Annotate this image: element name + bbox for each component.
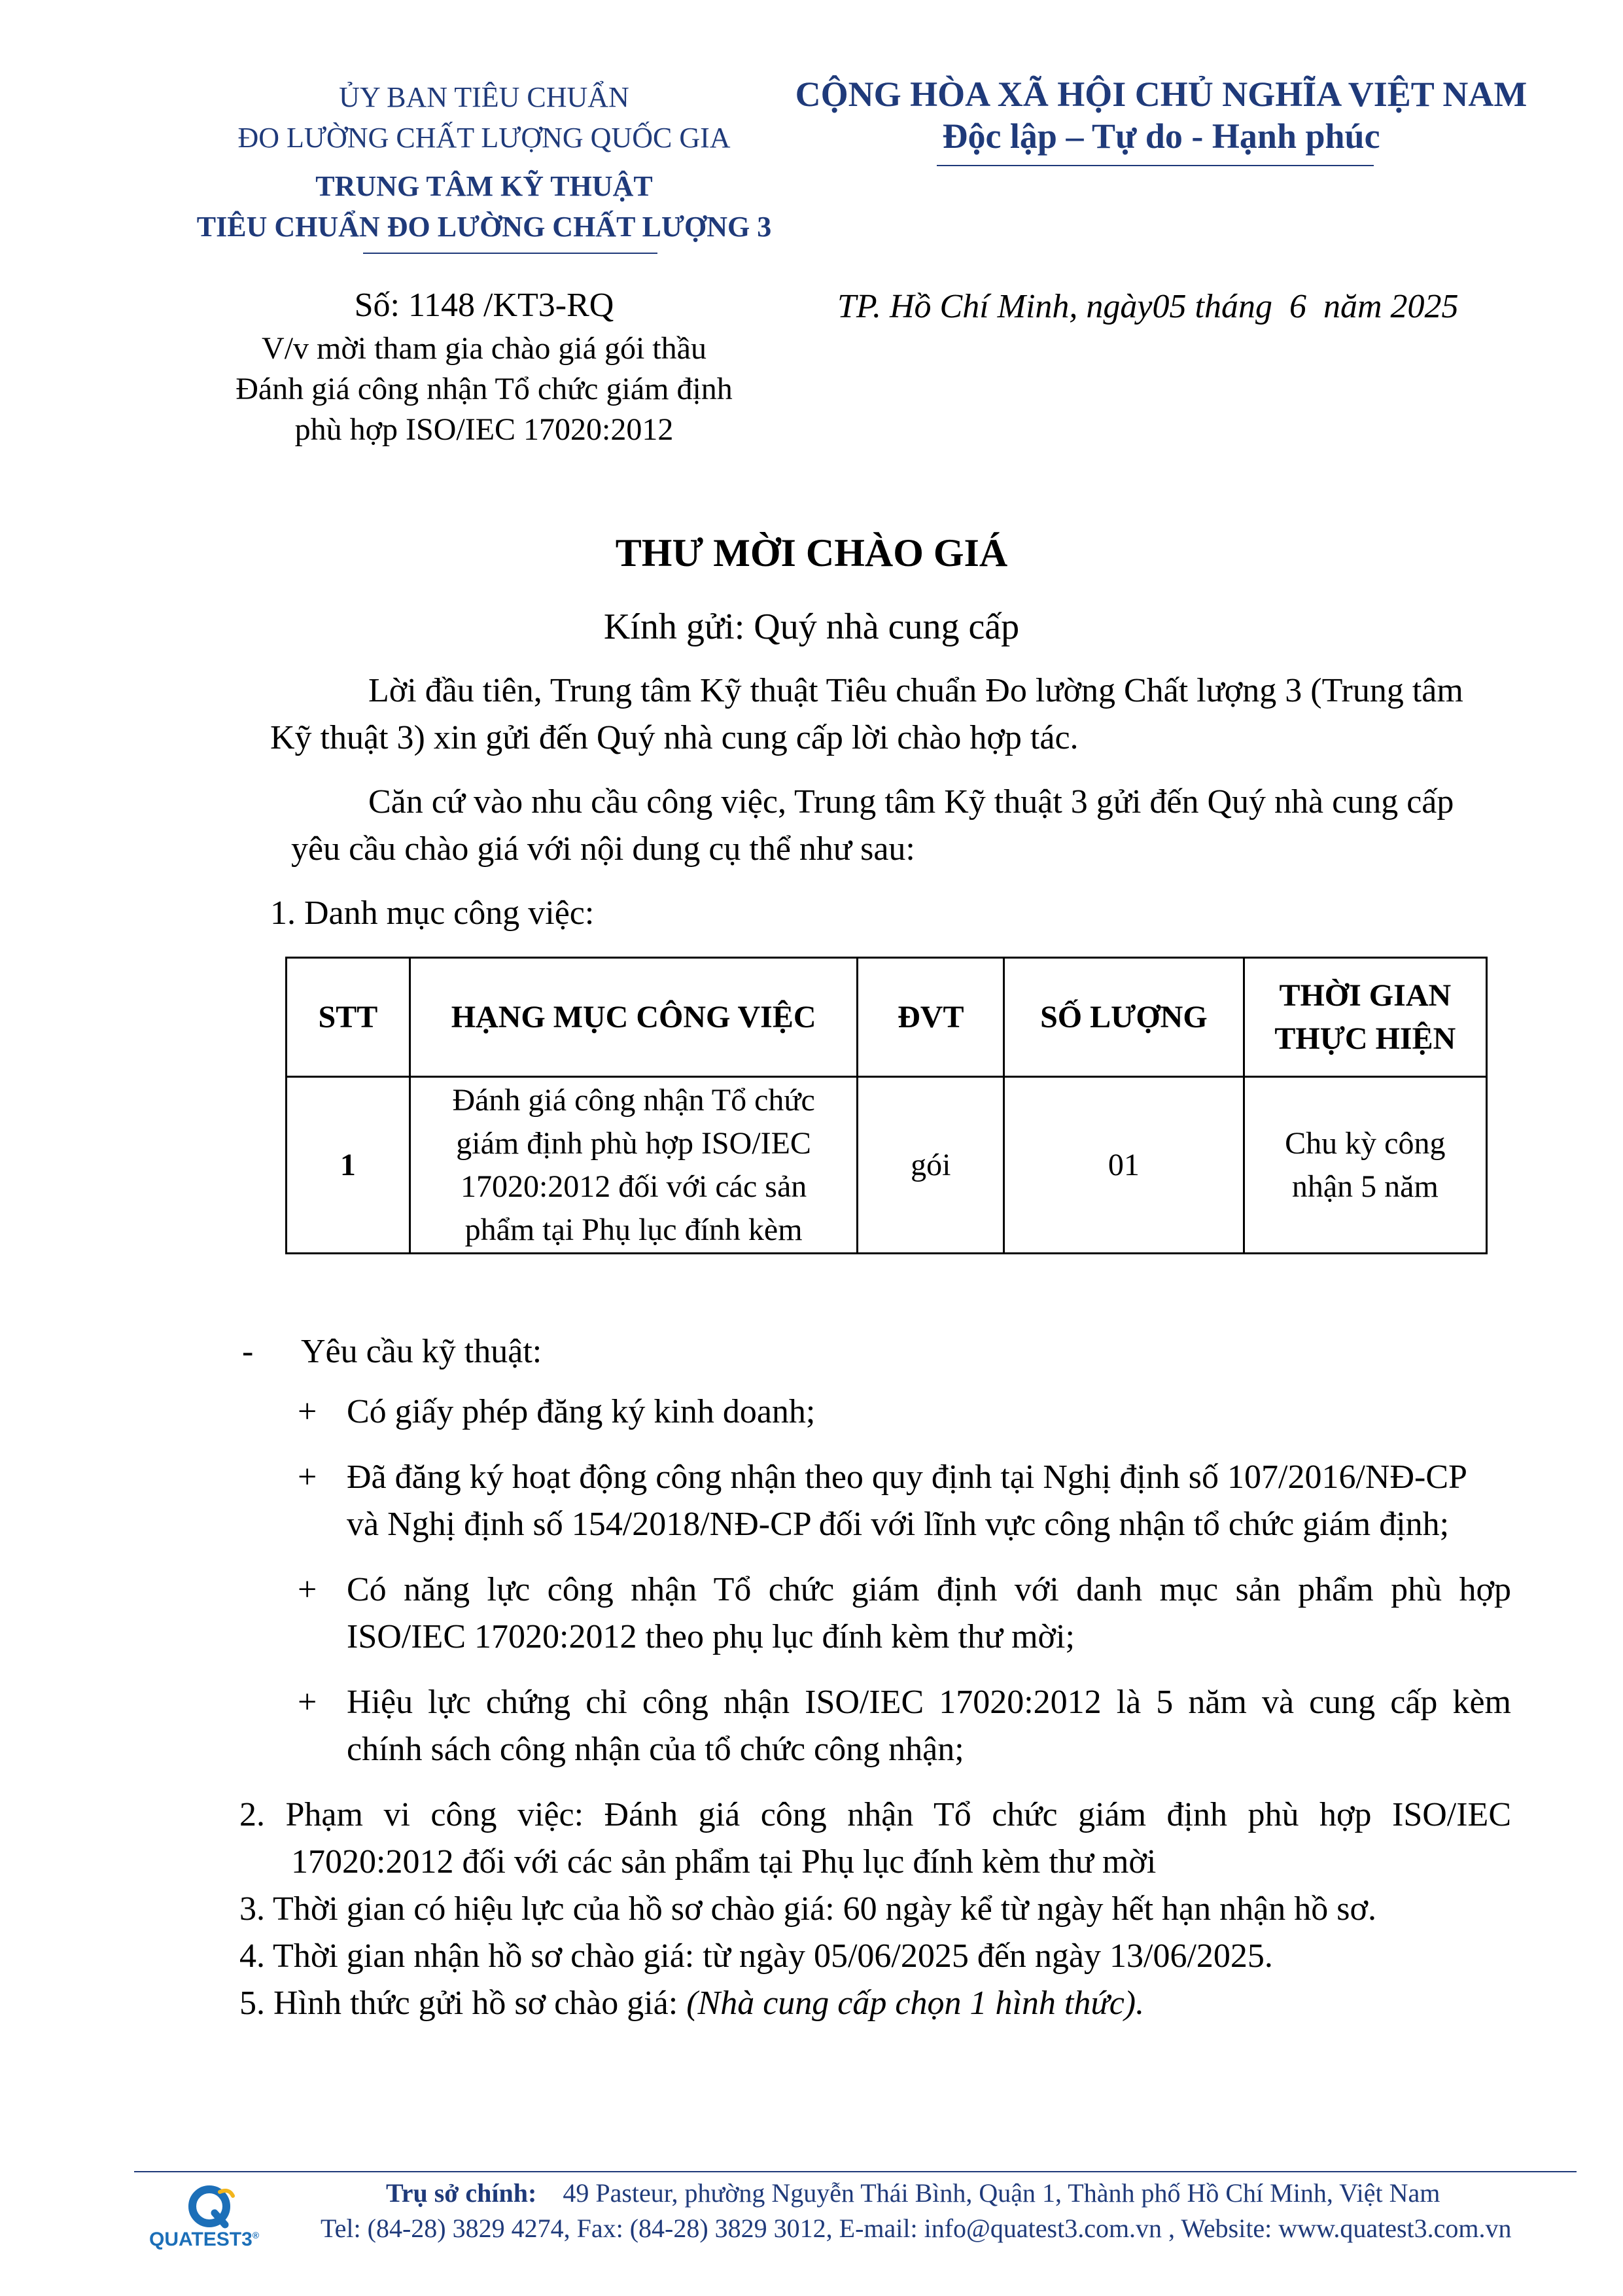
quatest-logo-wordmark bbox=[149, 2229, 273, 2251]
paragraph-2-line2: yêu cầu chào giá với nội dung cụ thể như sau: bbox=[291, 830, 915, 868]
quatest-logo bbox=[149, 2184, 267, 2256]
req-4-line1: Hiệu lực chứng chỉ công nhận ISO/IEC 17020:2012 là 5 năm và cung cấp kèm bbox=[347, 1684, 1511, 1721]
date-day: 05 bbox=[1152, 288, 1187, 325]
section-2-line2: 17020:2012 đối với các sản phẩm tại Phụ lục đính kèm thư mời bbox=[291, 1843, 1157, 1881]
header-left-underline bbox=[363, 253, 657, 254]
salutation: Kính gửi: Quý nhà cung cấp bbox=[603, 607, 1020, 647]
work-table bbox=[285, 957, 1488, 1254]
subject-line1: V/v mời tham gia chào giá gói thầu bbox=[262, 331, 707, 366]
cell-item-line4: phẩm tại Phụ lục đính kèm bbox=[464, 1212, 803, 1247]
requirements-heading: Yêu cầu kỹ thuật: bbox=[301, 1333, 542, 1370]
header-qty: SỐ LƯỢNG bbox=[1004, 958, 1244, 1077]
cell-item-line1: Đánh giá công nhận Tổ chức bbox=[452, 1082, 815, 1118]
section-5 bbox=[239, 1980, 1515, 2027]
section-2-line1: 2. Phạm vi công việc: Đánh giá công nhận Tổ chức giám định phù hợp ISO/IEC bbox=[239, 1796, 1511, 1833]
section-1-heading: 1. Danh mục công việc: bbox=[270, 894, 595, 932]
reference-block bbox=[164, 283, 805, 450]
quatest-logo-icon bbox=[183, 2184, 236, 2230]
cell-time-line1: Chu kỳ công bbox=[1285, 1125, 1446, 1161]
req-1-bullet: + bbox=[298, 1393, 317, 1430]
cell-time-line2: nhận 5 năm bbox=[1291, 1169, 1439, 1204]
cell-qty: 01 bbox=[1004, 1077, 1244, 1254]
date-month: 6 bbox=[1289, 288, 1306, 325]
cell-time bbox=[1244, 1077, 1486, 1254]
header-time-line2: THỰC HIỆN bbox=[1274, 1021, 1456, 1056]
req-4-bullet: + bbox=[298, 1684, 317, 1721]
section-3: 3. Thời gian có hiệu lực của hồ sơ chào giá: 60 ngày kể từ ngày hết hạn nhận hồ sơ. bbox=[239, 1890, 1376, 1928]
header-unit: ĐVT bbox=[858, 958, 1004, 1077]
date-prefix: TP. Hồ Chí Minh, ngày bbox=[837, 288, 1153, 325]
req-2-bullet: + bbox=[298, 1458, 317, 1496]
date-month-label: tháng bbox=[1195, 288, 1272, 325]
footer-contact-line: Tel: (84-28) 3829 4274, Fax: (84-28) 3829 3012, E-mail: info@quatest3.com.vn , Website: www.quatest3.com.vn bbox=[321, 2214, 1512, 2243]
logo-mark: ® bbox=[252, 2230, 260, 2240]
document-number: Số: 1148 /KT3-RQ bbox=[354, 287, 614, 324]
footer-address-line bbox=[386, 2176, 1563, 2210]
section-5-text: 5. Hình thức gửi hồ sơ chào giá: bbox=[239, 1985, 687, 2022]
header-left bbox=[164, 77, 805, 247]
req-4-line2: chính sách công nhận của tổ chức công nhận; bbox=[347, 1731, 964, 1768]
table-row bbox=[287, 1077, 1487, 1254]
table-header-row bbox=[287, 958, 1487, 1077]
national-title: CỘNG HÒA XÃ HỘI CHỦ NGHĨA VIỆT NAM bbox=[795, 75, 1527, 114]
letter-title: THƯ MỜI CHÀO GIÁ bbox=[615, 531, 1008, 574]
date-line bbox=[837, 284, 1557, 330]
subject-line2: Đánh giá công nhận Tổ chức giám định bbox=[236, 372, 733, 406]
agency-name-line1: ỦY BAN TIÊU CHUẨN bbox=[339, 81, 629, 113]
cell-item-line3: 17020:2012 đối với các sản bbox=[460, 1169, 807, 1204]
footer-rule bbox=[134, 2171, 1577, 2172]
center-name-line1: TRUNG TÂM KỸ THUẬT bbox=[315, 170, 653, 202]
header-time-line1: THỜI GIAN bbox=[1279, 978, 1452, 1013]
cell-unit: gói bbox=[858, 1077, 1004, 1254]
paragraph-2-line1: Căn cứ vào nhu cầu công việc, Trung tâm Kỹ thuật 3 gửi đến Quý nhà cung cấp bbox=[368, 783, 1454, 821]
subject-line3: phù hợp ISO/IEC 17020:2012 bbox=[294, 412, 674, 447]
agency-name-line2: ĐO LƯỜNG CHẤT LƯỢNG QUỐC GIA bbox=[237, 122, 731, 154]
cell-stt: 1 bbox=[287, 1077, 410, 1254]
requirements-dash: - bbox=[242, 1333, 254, 1370]
national-motto: Độc lập – Tự do - Hạnh phúc bbox=[942, 116, 1380, 156]
req-2-line1: Đã đăng ký hoạt động công nhận theo quy định tại Nghị định số 107/2016/NĐ-CP bbox=[347, 1458, 1467, 1496]
section-4: 4. Thời gian nhận hồ sơ chào giá: từ ngày 05/06/2025 đến ngày 13/06/2025. bbox=[239, 1937, 1273, 1975]
paragraph-1-line1: Lời đầu tiên, Trung tâm Kỹ thuật Tiêu chuẩn Đo lường Chất lượng 3 (Trung tâm bbox=[368, 672, 1463, 709]
header-stt: STT bbox=[287, 958, 410, 1077]
cell-item-line2: giám định phù hợp ISO/IEC bbox=[456, 1125, 811, 1161]
req-1: Có giấy phép đăng ký kinh doanh; bbox=[347, 1393, 816, 1430]
header-right bbox=[785, 73, 1537, 157]
center-name-line2: TIÊU CHUẨN ĐO LƯỜNG CHẤT LƯỢNG 3 bbox=[196, 211, 772, 243]
req-2-line2: và Nghị định số 154/2018/NĐ-CP đối với lĩnh vực công nhận tổ chức giám định; bbox=[347, 1506, 1450, 1543]
req-3-line2: ISO/IEC 17020:2012 theo phụ lục đính kèm thư mời; bbox=[347, 1618, 1075, 1655]
header-item: HẠNG MỤC CÔNG VIỆC bbox=[410, 958, 858, 1077]
req-3-line1: Có năng lực công nhận Tổ chức giám định với danh mục sản phẩm phù hợp bbox=[347, 1571, 1511, 1608]
logo-text: QUATEST3 bbox=[149, 2229, 253, 2250]
cell-item bbox=[410, 1077, 858, 1254]
req-3-bullet: + bbox=[298, 1571, 317, 1608]
header-time bbox=[1244, 958, 1486, 1077]
header-right-underline bbox=[937, 165, 1374, 166]
date-year: năm 2025 bbox=[1323, 288, 1459, 325]
paragraph-1-line2: Kỹ thuật 3) xin gửi đến Quý nhà cung cấp lời chào hợp tác. bbox=[270, 719, 1079, 756]
footer-address: 49 Pasteur, phường Nguyễn Thái Bình, Quận 1, Thành phố Hồ Chí Minh, Việt Nam bbox=[563, 2178, 1440, 2208]
section-5-italic: (Nhà cung cấp chọn 1 hình thức). bbox=[686, 1985, 1145, 2022]
footer-address-label: Trụ sở chính: bbox=[386, 2178, 537, 2208]
